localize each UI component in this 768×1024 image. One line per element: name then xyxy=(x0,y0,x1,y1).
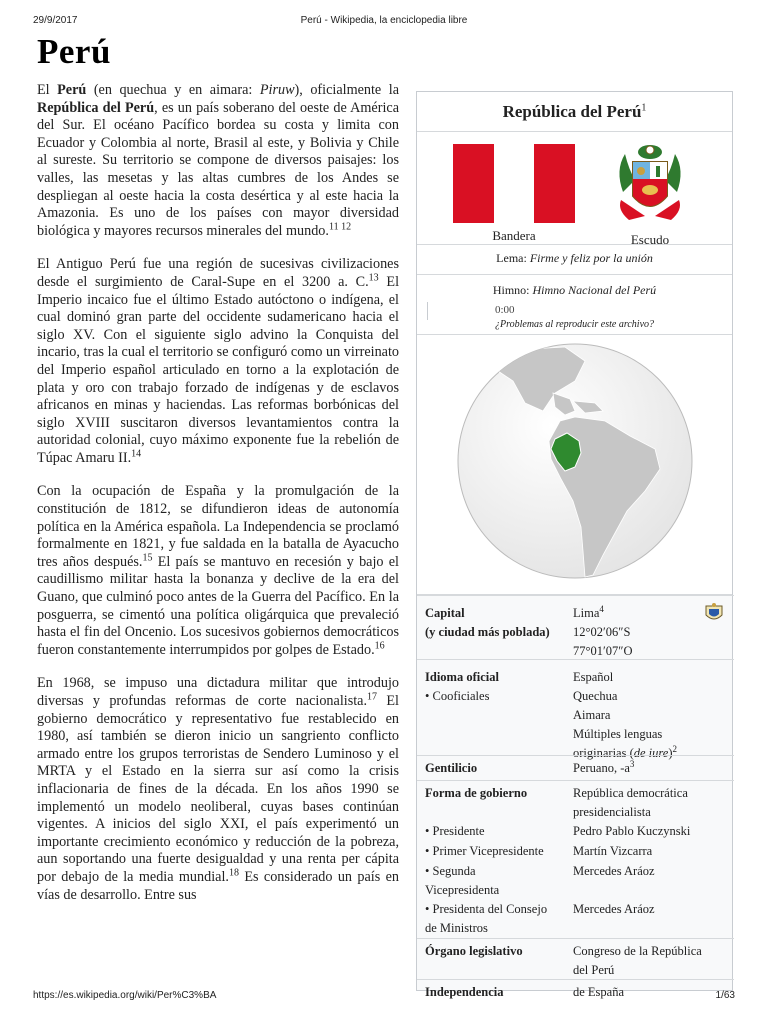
paragraph-text: El gobierno democrático y representativo fue restablecido en 1980, así también se dieron inicio un sangriento conflicto armado entre los grupos terroristas de Sendero Luminoso y el MRTA y el Estado en la sierra sur así como la crisis inflacionaria de fines de la década. En los años 1990 se implementó un modelo neoliberal, cuyas bases continúan vigentes. A inicios del siglo XXI, el país experimentó un importante crecimiento económico y reducción de la pobreza, aun soportando una fuerte desigualdad y una renta per cápita por debajo de la media mundial. xyxy=(37,693,399,885)
capital-label-sub: (y ciudad más poblada) xyxy=(425,625,550,639)
paragraph-text: ), oficialmente la xyxy=(294,82,399,98)
print-page-number: 1/63 xyxy=(715,990,735,1001)
consejo-value[interactable]: Mercedes Aráoz xyxy=(573,902,655,916)
capital-lon[interactable]: 77°01′07″O xyxy=(573,644,633,658)
gentilicio-ref[interactable]: 3 xyxy=(629,758,635,769)
print-url: https://es.wikipedia.org/wiki/Per%C3%BA xyxy=(33,990,217,1001)
motto xyxy=(417,245,732,275)
infobox-title-ref[interactable]: 1 xyxy=(641,102,647,114)
anthem-link[interactable]: Himno Nacional del Perú xyxy=(532,283,657,297)
presidente-value[interactable]: Pedro Pablo Kuczynski xyxy=(573,824,691,838)
flag-stripe-left xyxy=(453,144,494,223)
gentilicio-label[interactable]: Gentilicio xyxy=(425,761,478,775)
bold-term: Perú xyxy=(57,82,87,98)
cooficial-aimara[interactable]: Aimara xyxy=(573,708,611,722)
segunda-vp-value[interactable]: Mercedes Aráoz xyxy=(573,864,655,878)
citation-ref[interactable]: 16 xyxy=(374,640,385,652)
print-footer xyxy=(33,990,735,1004)
organo-label[interactable]: Órgano legislativo xyxy=(425,944,523,958)
row-idioma xyxy=(417,659,734,760)
capital-ref[interactable]: 4 xyxy=(599,603,604,614)
print-header xyxy=(33,15,735,29)
cooficial-close: ) xyxy=(668,746,673,760)
location-map[interactable] xyxy=(417,335,732,595)
paragraph-text: Es considerado un país en vías de desarrollo. Entre sus xyxy=(37,868,399,903)
forma-value-2[interactable]: presidencialista xyxy=(573,805,651,819)
flag-stripe-right xyxy=(534,144,575,223)
audio-help-link[interactable]: ¿Problemas al reproducir este archivo? xyxy=(494,319,655,330)
de-iure-link[interactable]: de iure xyxy=(633,746,669,760)
flag-stripe-center xyxy=(494,144,535,223)
cooficial-quechua[interactable]: Quechua xyxy=(573,689,618,703)
article-paragraph xyxy=(37,256,399,467)
article-body xyxy=(37,82,399,920)
cooficial-originarias: originarias ( xyxy=(573,746,634,760)
motto-value[interactable]: Firme y feliz por la unión xyxy=(529,251,653,265)
article-paragraph xyxy=(37,483,399,659)
paragraph-text: El xyxy=(37,82,58,98)
row-gentilicio xyxy=(417,755,734,780)
citation-ref[interactable]: 13 xyxy=(368,272,379,284)
row-capital xyxy=(417,595,734,659)
cooficial-multiples[interactable]: Múltiples lenguas xyxy=(573,727,663,741)
organo-value[interactable]: Congreso de la República xyxy=(573,944,702,958)
print-date: 29/9/2017 xyxy=(33,15,78,26)
forma-value[interactable]: República democrática xyxy=(573,786,688,800)
citation-ref[interactable]: 17 xyxy=(367,691,378,703)
paragraph-text: (en quechua y en aimara: xyxy=(86,82,260,98)
article-title: Perú xyxy=(37,32,111,71)
consejo-label[interactable]: • Presidenta del Consejo xyxy=(425,902,548,916)
infobox-title xyxy=(417,92,732,132)
emblems xyxy=(417,132,732,245)
audio-player[interactable] xyxy=(427,302,723,320)
consejo-label-2[interactable]: de Ministros xyxy=(425,921,488,935)
primer-vp-label[interactable]: • Primer Vicepresidente xyxy=(425,844,544,858)
italic-term: Piruw xyxy=(259,82,295,98)
audio-time: 0:00 xyxy=(495,304,515,316)
citation-ref[interactable]: 11 12 xyxy=(328,221,352,233)
flag-caption[interactable]: Bandera xyxy=(492,228,536,243)
presidente-label[interactable]: • Presidente xyxy=(425,824,485,838)
coat-of-arms-icon[interactable] xyxy=(615,140,685,230)
infobox-title-text: República del Perú xyxy=(502,102,642,121)
paragraph-text: Con la ocupación de España y la promulgación de la constitución de 1812, se difundieron ideas de autonomía política en la América española. La Independencia se proclamó formalmente en 1821, y fue saldada en la batalla de Ayacucho tres años después. xyxy=(37,483,399,570)
independencia-value[interactable]: de España xyxy=(573,985,625,999)
capital-lat[interactable]: 12°02′06″S xyxy=(573,625,631,639)
print-page-title: Perú - Wikipedia, la enciclopedia libre xyxy=(300,15,468,26)
independencia-label[interactable]: Independencia xyxy=(425,985,504,999)
bold-term: República del Perú xyxy=(37,99,155,116)
globe-map-icon xyxy=(455,341,695,581)
segunda-vp-label-2[interactable]: Vicepresidenta xyxy=(425,883,500,897)
segunda-vp-label[interactable]: • Segunda xyxy=(425,864,476,878)
primer-vp-value[interactable]: Martín Vizcarra xyxy=(573,844,653,858)
gentilicio-value: Peruano, -a xyxy=(573,761,630,775)
lima-seal-icon[interactable] xyxy=(703,602,725,624)
citation-ref[interactable]: 14 xyxy=(131,448,142,460)
flag-of-peru[interactable] xyxy=(453,144,575,223)
paragraph-text: , es un país soberano del oeste de América del Sur. El océano Pacífico bordea su costa y limita con Ecuador y Colombia al norte, Brasil al este, y Bolivia y Chile al sureste. Su territorio se compone de diversos paisajes: los valles, las mesetas y las altas cumbres de los Andes se despliegan al oeste hacia la costa desértica y al este hacia la Amazonia. Es uno de los países con mayor diversidad biológica y mayores recursos minerales del mundo. xyxy=(37,99,399,239)
idioma-label[interactable]: Idioma oficial xyxy=(425,670,499,684)
coa-caption[interactable]: Escudo xyxy=(630,232,670,247)
motto-label: Lema: xyxy=(496,251,530,265)
paragraph-text: El Imperio incaico fue el último Estado autóctono o indígena, el cual dominó gran parte del occidente sudamericano hacia el siglo XV. Con el siguiente siglo advino la Conquista del incario, tras la cual el territorio se configuró como un virreinato del Imperio español articulado en torno a la explotación de plata y oro con trabajo forzado de indígenas y de esclavos africanos en minas y haciendas. Las reformas borbónicas del siglo XVIII suscitaron diversos levantamientos contra la autoridad colonial, cuyo máximo exponente fue la rebelión de Túpac Amaru II. xyxy=(37,273,400,466)
cooficial-ref[interactable]: 2 xyxy=(672,743,678,754)
anthem xyxy=(417,275,732,335)
article-paragraph xyxy=(37,675,399,904)
forma-label[interactable]: Forma de gobierno xyxy=(425,786,528,800)
paragraph-text: En 1968, se impuso una dictadura militar que introdujo diversas y profundas reformas de corte nacionalista. xyxy=(37,675,399,709)
capital-label: Capital xyxy=(425,606,465,620)
citation-ref[interactable]: 18 xyxy=(228,867,239,879)
row-forma-gobierno xyxy=(417,780,734,938)
organo-value-2[interactable]: del Perú xyxy=(573,963,615,977)
row-organo-legislativo xyxy=(417,938,734,979)
audio-player-edge xyxy=(427,302,428,320)
paragraph-text: El país se mantuvo en recesión y bajo el caudillismo militar hasta la bonanza y declive de la era del Guano, que culminó poco antes de la Guerra del Pacífico. En la posguerra, se cimentó una política oligárquica que prevaleció hasta el fin del Oncenio. Los sucesivos gobiernos democráticos fueron constantemente interrumpidos por golpes de Estado. xyxy=(37,553,399,658)
article-paragraph xyxy=(37,82,399,240)
cooficiales-label: • Cooficiales xyxy=(425,689,490,703)
anthem-label: Himno: xyxy=(492,283,533,297)
paragraph-text: El Antiguo Perú fue una región de sucesivas civilizaciones desde el surgimiento de Caral-Supe en el 3200 a. C. xyxy=(37,256,399,290)
idioma-value[interactable]: Español xyxy=(573,670,614,684)
capital-value[interactable]: Lima xyxy=(573,606,600,620)
citation-ref[interactable]: 15 xyxy=(142,552,153,564)
